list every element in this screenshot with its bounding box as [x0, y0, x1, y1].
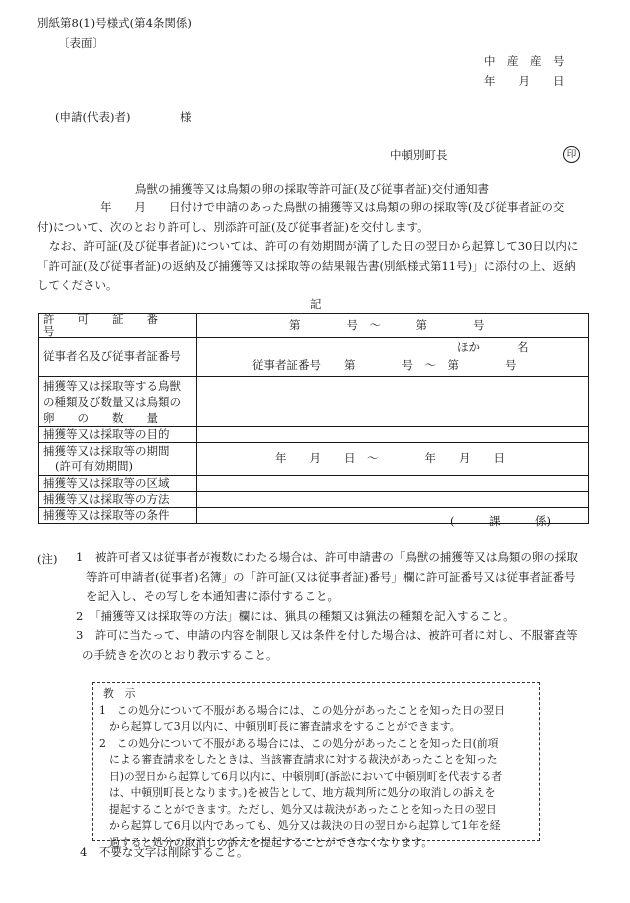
species-label [39, 377, 197, 427]
ki-marker: 記 [310, 297, 322, 311]
note-text: 被許可者又は従事者が複数にわたる場合は、許可申請書の「鳥獣の捕獲等又は鳥類の卵の採取 [94, 550, 578, 564]
instruction-line: 日)の翌日から起算して6月以内に、中頓別町(訴訟において中頓別町を代表する者 [109, 769, 503, 783]
permit-table [38, 313, 589, 524]
method-value [197, 492, 589, 508]
row-label: 捕獲等又は採取等の方法 [39, 492, 197, 508]
note-number: 2 [76, 608, 84, 623]
note-text: 許可に当たって、申請の内容を制限し又は条件を付した場合は、被許可者に対し、不服審査等 [94, 628, 578, 643]
row-label: 捕獲等又は採取等の条件 [39, 508, 197, 524]
side-label: 〔表面〕 [58, 36, 104, 50]
note-item [76, 607, 596, 627]
note-item [76, 626, 596, 646]
body-line: 年 月 日付けで申請のあった鳥獣の捕獲等又は鳥類の卵の採取等(及び従事者証の交 [100, 200, 565, 214]
worker-cert-number: 従事者証番号 第 号 ～ 第 号 [252, 358, 517, 372]
instruction-line: から起算して3月以内に、中頓別町長に審査請求をすることができます。 [109, 720, 461, 733]
form-number: 別紙第8(1)号様式(第4条関係) [37, 16, 192, 30]
body-line: してください。 [37, 278, 118, 293]
honorific: 様 [180, 110, 192, 124]
table-row [39, 338, 589, 377]
seal-text: 印 [566, 148, 577, 160]
period-value: 年 月 日 ～ 年 月 日 [197, 443, 589, 476]
body-paragraph [37, 198, 597, 296]
worker-cell [197, 338, 589, 377]
note-item [76, 548, 596, 568]
note-line: の手続きを次のとおり教示すること。 [82, 647, 278, 662]
document-title: 鳥獣の捕獲等又は鳥類の卵の採取等許可証(及び従事者証)交付通知書 [135, 182, 489, 196]
instruction-content [99, 686, 535, 851]
note-line: を記入し、その写しを本通知書に添付すること。 [86, 589, 339, 604]
row-label: 捕獲等又は採取等の区域 [39, 476, 197, 492]
mei-text: 名 [517, 340, 529, 354]
note-line: 等許可申請者(従事者)名簿」の「許可証(又は従事者証)番号」欄に許可証番号又は従事者証番号 [86, 569, 576, 584]
table-row [39, 476, 589, 492]
body-line: 「許可証(及び従事者証)の返納及び捕獲等又は採取等の結果報告書(別紙様式第11号)」に添付の上、返納 [37, 258, 576, 273]
table-row [39, 377, 589, 427]
species-value [197, 377, 589, 427]
label-line: の種類及び数量又は鳥類の [43, 394, 181, 409]
seal-mark [563, 146, 580, 163]
instruction-line: 1 この処分について不服がある場合には、この処分があったことを知った日の翌日 [99, 703, 506, 717]
instruction-line: 2 この処分について不服がある場合には、この処分があったことを知った日(前項 [99, 736, 499, 750]
purpose-value [197, 427, 589, 443]
row-label: 捕獲等又は採取等の目的 [39, 427, 197, 443]
instruction-box [92, 682, 540, 849]
notes-list [76, 548, 596, 666]
instruction-heading: 教 示 [103, 687, 136, 700]
area-value [197, 476, 589, 492]
label-line: 卵 の 数 量 [43, 410, 158, 425]
table-row [39, 492, 589, 508]
addressee-label: (申請(代表)者) [55, 110, 131, 124]
note-number: 3 [76, 628, 84, 643]
instruction-line: 提起することができます。ただし、処分又は裁決があったことを知った日の翌日 [109, 802, 497, 816]
instruction-line: は、中頓別町長となります。)を被告として、地方裁判所に処分の取消しの訴えを [109, 786, 496, 799]
hoka-text: ほか [457, 340, 480, 354]
body-line: なお、許可証(及び従事者証)については、許可の有効期間が満了した日の翌日から起算して30日以内に [49, 239, 579, 254]
instruction-line: による審査請求をしたときは、当該審査請求に対する裁決があったことを知った [109, 753, 498, 766]
document-number: 中 産 産 号 [484, 54, 565, 68]
label-line: 捕獲等又は採取等する鳥獣 [43, 378, 181, 393]
body-line: 付)について、次のとおり許可し、別添許可証(及び従事者証)を交付します。 [37, 219, 429, 234]
label-line: (許可有効期間) [55, 459, 133, 473]
note-text: 「捕獲等又は採取等の方法」欄には、猟具の種類又は猟法の種類を記入すること。 [94, 608, 515, 623]
notes-prefix: (注) [37, 552, 58, 566]
issuer-name: 中頓別町長 [390, 148, 448, 162]
note-item-4: 4 不要な文字は削除すること。 [80, 845, 249, 859]
period-label [39, 443, 197, 476]
permit-number-value: 第 号 ～ 第 号 [197, 314, 589, 338]
section-label: ( 課 係) [450, 514, 551, 528]
table-row [39, 427, 589, 443]
row-label: 許 可 証 番 号 [39, 314, 197, 338]
issue-date: 年 月 日 [484, 74, 565, 88]
row-label: 従事者名及び従事者証番号 [39, 338, 197, 377]
note-number: 1 [76, 550, 84, 564]
table-row [39, 443, 589, 476]
table-row [39, 314, 589, 338]
instruction-line: 過すると処分の取消しの訴えを提起することができなくなります。 [109, 835, 433, 849]
instruction-line: から起算して6月以内であっても、処分又は裁決の日の翌日から起算して1年を経 [109, 819, 501, 832]
label-line: 捕獲等又は採取等の期間 [43, 444, 170, 458]
